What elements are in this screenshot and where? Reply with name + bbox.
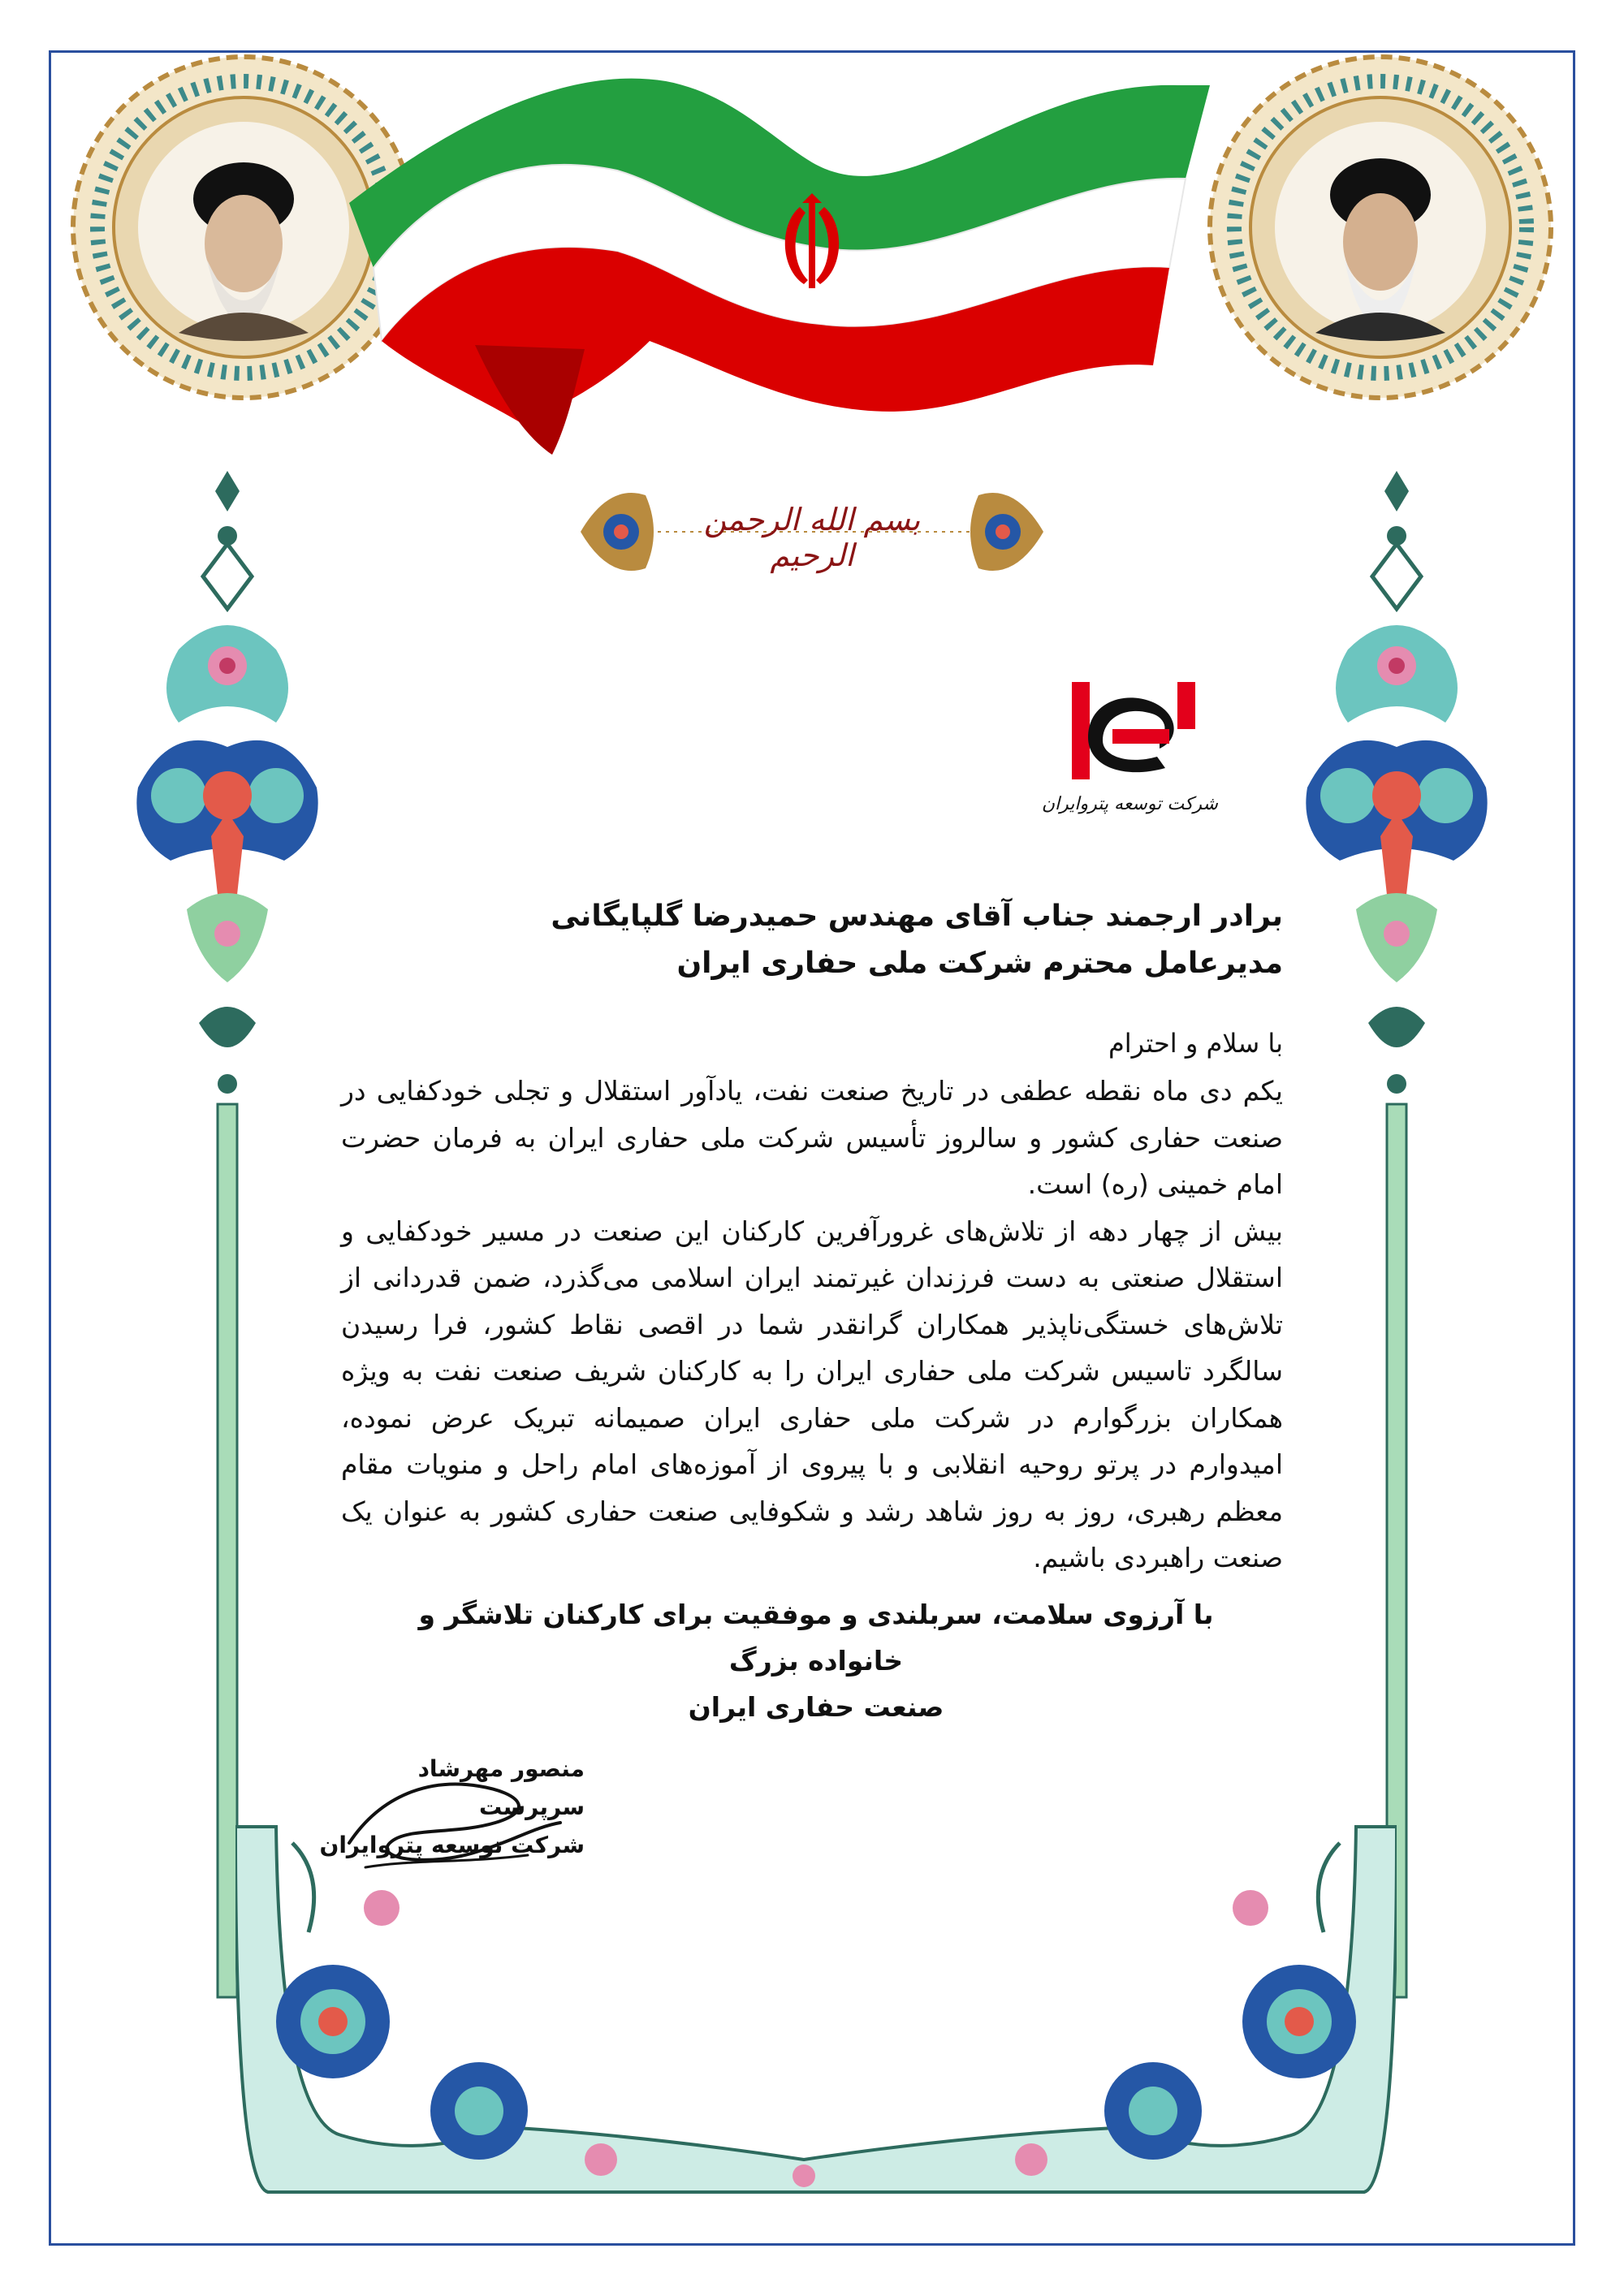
signer-title: سرپرست <box>478 1793 585 1820</box>
right-portrait-medallion <box>1210 57 1551 398</box>
petroiran-logo-icon <box>1056 666 1218 788</box>
basmala-ornament <box>572 479 1052 585</box>
greeting: با سلام و احترام <box>1108 1028 1283 1059</box>
closing-block <box>406 1591 1226 1730</box>
addressee-block <box>341 893 1283 987</box>
body-paragraph-1: یکم دی ماه نقطه عطفی در تاریخ صنعت نفت، یادآور استقلال و تجلی خودکفایی در صنعت حفاری کشور و سالروز تأسیس شرکت ملی حفاری ایران به فرمان حضرت امام خمینی (ره) است. <box>341 1075 1283 1200</box>
closing-line-1: با آرزوی سلامت، سربلندی و موفقیت برای کارکنان تلاشگر و خانواده بزرگ <box>418 1599 1214 1677</box>
letter-body <box>341 1068 1283 1582</box>
iran-flag <box>349 79 1210 455</box>
body-paragraph-2: بیش از چهار دهه از تلاش‌های غرورآفرین کارکنان این صنعت در مسیر خودکفایی و استقلال صنعتی به دست فرزندان غیرتمند ایران اسلامی می‌گذرد، ضمن قدردانی از تلاش‌های خستگی‌ناپذیر همکاران گرانقدر شما در اقصی نقاط کشور، فرا رسیدن سالگرد تاسیس شرکت ملی حفاری ایران را به کارکنان شریف صنعت نفت به ویژه همکاران بزرگوارم در شرکت ملی حفاری ایران صمیمانه تبریک عرض نموده، امیدوارم در پرتو روحیه انقلابی و با پیروی از آموزه‌های امام راحل و منویات مقام معظم رهبری، روز به روز شاهد رشد و شکوفایی صنعت حفاری کشور به عنوان یک صنعت راهبردی باشیم. <box>341 1215 1283 1573</box>
addressee-line-2: مدیرعامل محترم شرکت ملی حفاری ایران <box>676 947 1283 980</box>
basmala-text: بسم الله الرحمن الرحیم <box>703 502 921 573</box>
bottom-floral-corner <box>235 1778 1397 2200</box>
signer-company: شرکت توسعه پتروایران <box>319 1832 585 1858</box>
closing-line-2: صنعت حفاری ایران <box>688 1691 944 1723</box>
logo-company-name: شرکت توسعه پتروایران <box>1041 794 1218 814</box>
signer-name: منصور مهرشاد <box>417 1755 585 1782</box>
header-flag-banner <box>0 0 1624 487</box>
addressee-line-1: برادر ارجمند جناب آقای مهندس حمیدرضا گلپایگانی <box>551 900 1283 933</box>
company-logo <box>1041 666 1218 836</box>
